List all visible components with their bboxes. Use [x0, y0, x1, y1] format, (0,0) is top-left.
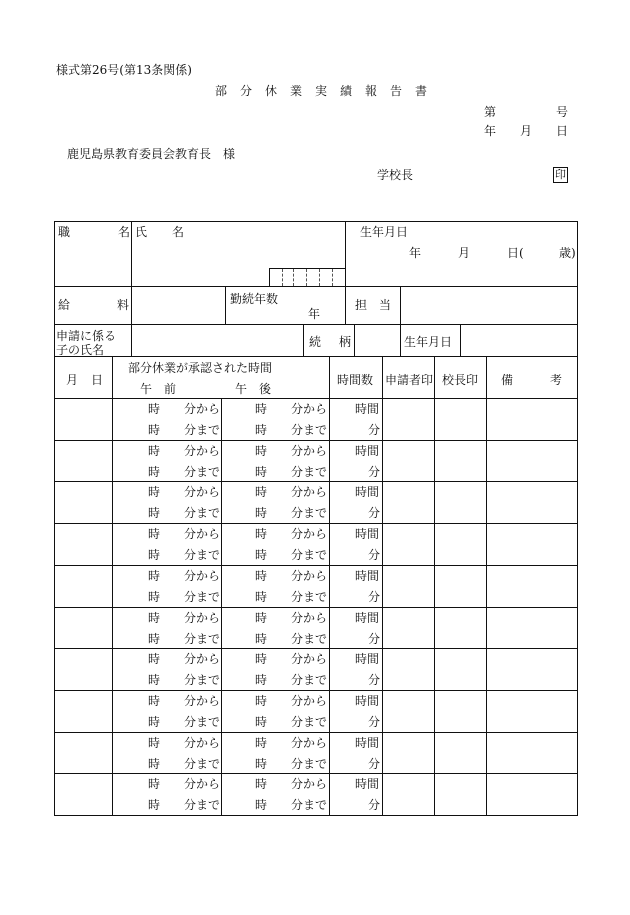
- pm-end-hour: 時: [255, 757, 268, 771]
- label-kyu: 給: [58, 298, 71, 312]
- pm-end-minute: 分まで: [291, 548, 328, 562]
- table-rule: [54, 221, 578, 222]
- table-rule: [54, 565, 578, 566]
- pm-end-hour: 時: [255, 715, 268, 729]
- label-mei: 名: [118, 225, 131, 239]
- pm-start-minute: 分から: [291, 444, 328, 458]
- pm-start-minute: 分から: [291, 611, 328, 625]
- seal-dash-line: [306, 269, 307, 286]
- pm-start-minute: 分から: [291, 485, 328, 499]
- table-rule: [54, 440, 578, 441]
- date-month: 月: [520, 124, 533, 138]
- am-start-hour: 時: [148, 444, 161, 458]
- am-start-minute: 分から: [184, 444, 221, 458]
- hours-value: 時間: [355, 694, 380, 708]
- col-month: 月: [66, 373, 79, 387]
- pm-start-hour: 時: [255, 402, 268, 416]
- table-rule: [434, 356, 435, 816]
- table-rule: [577, 221, 578, 816]
- col-biko-1: 備: [501, 373, 514, 387]
- col-day: 日: [91, 373, 104, 387]
- table-rule: [400, 286, 401, 325]
- seal-dash-line: [293, 269, 294, 286]
- label-tantou-1: 担: [355, 298, 368, 312]
- am-end-hour: 時: [148, 548, 161, 562]
- label-child-birth: 生年月日: [404, 335, 453, 349]
- am-end-hour: 時: [148, 465, 161, 479]
- doc-number-go: 号: [556, 105, 569, 119]
- table-rule: [303, 324, 304, 357]
- title-char: 分: [240, 84, 253, 98]
- table-rule: [54, 607, 578, 608]
- pm-start-minute: 分から: [291, 569, 328, 583]
- pm-end-hour: 時: [255, 423, 268, 437]
- pm-end-minute: 分まで: [291, 590, 328, 604]
- pm-end-minute: 分まで: [291, 506, 328, 520]
- pm-end-minute: 分まで: [291, 632, 328, 646]
- minutes-value: 分: [368, 632, 381, 646]
- label-child-name-1: 申請に係る: [56, 329, 117, 343]
- am-end-hour: 時: [148, 423, 161, 437]
- table-rule: [54, 773, 578, 774]
- am-end-hour: 時: [148, 590, 161, 604]
- pm-start-hour: 時: [255, 777, 268, 791]
- am-end-hour: 時: [148, 757, 161, 771]
- am-start-minute: 分から: [184, 569, 221, 583]
- table-rule: [54, 481, 578, 482]
- pm-start-minute: 分から: [291, 652, 328, 666]
- am-start-hour: 時: [148, 777, 161, 791]
- table-rule: [269, 268, 346, 269]
- hours-value: 時間: [355, 736, 380, 750]
- table-rule: [54, 356, 578, 357]
- label-shi: 氏: [135, 225, 148, 239]
- am-end-minute: 分まで: [184, 632, 221, 646]
- table-rule: [382, 356, 383, 816]
- col-hours: 時間数: [337, 373, 374, 387]
- pm-end-hour: 時: [255, 632, 268, 646]
- am-start-hour: 時: [148, 611, 161, 625]
- pm-start-minute: 分から: [291, 527, 328, 541]
- am-start-minute: 分から: [184, 694, 221, 708]
- school-head-label: 学校長: [377, 168, 414, 182]
- pm-start-hour: 時: [255, 652, 268, 666]
- hours-value: 時間: [355, 485, 380, 499]
- form-id: 様式第26号(第13条関係): [56, 63, 192, 77]
- am-start-minute: 分から: [184, 736, 221, 750]
- recipient: 鹿児島県教育委員会教育長 様: [67, 147, 236, 161]
- title-char: 績: [340, 84, 353, 98]
- birth-year: 年: [409, 246, 422, 260]
- table-rule: [54, 324, 578, 325]
- am-start-minute: 分から: [184, 611, 221, 625]
- seal-dash-line: [319, 269, 320, 286]
- pm-end-hour: 時: [255, 548, 268, 562]
- minutes-value: 分: [368, 423, 381, 437]
- pm-start-hour: 時: [255, 694, 268, 708]
- col-biko-2: 考: [550, 373, 563, 387]
- pm-end-hour: 時: [255, 465, 268, 479]
- am-start-hour: 時: [148, 694, 161, 708]
- table-rule: [269, 268, 270, 287]
- am-start-minute: 分から: [184, 402, 221, 416]
- table-rule: [400, 324, 401, 357]
- hours-value: 時間: [355, 569, 380, 583]
- am-end-minute: 分まで: [184, 590, 221, 604]
- label-tantou-2: 当: [379, 298, 392, 312]
- minutes-value: 分: [368, 715, 381, 729]
- title-char: 業: [290, 84, 303, 98]
- col-approved-time: 部分休業が承認された時間: [128, 361, 273, 375]
- birth-age: 歳): [559, 246, 576, 260]
- pm-start-hour: 時: [255, 611, 268, 625]
- hours-value: 時間: [355, 611, 380, 625]
- pm-end-hour: 時: [255, 590, 268, 604]
- am-start-hour: 時: [148, 652, 161, 666]
- col-applicant-seal: 申請者印: [385, 373, 434, 387]
- title-char: 実: [315, 84, 328, 98]
- title-char: 部: [215, 84, 228, 98]
- am-start-hour: 時: [148, 736, 161, 750]
- birth-day: 日(: [507, 246, 524, 260]
- am-end-hour: 時: [148, 798, 161, 812]
- minutes-value: 分: [368, 673, 381, 687]
- label-birth-date: 生年月日: [360, 225, 409, 239]
- am-end-minute: 分まで: [184, 548, 221, 562]
- am-end-minute: 分まで: [184, 423, 221, 437]
- table-rule: [460, 324, 461, 357]
- label-ryo: 料: [117, 298, 130, 312]
- pm-start-minute: 分から: [291, 777, 328, 791]
- minutes-value: 分: [368, 757, 381, 771]
- pm-start-hour: 時: [255, 444, 268, 458]
- hours-value: 時間: [355, 402, 380, 416]
- am-end-hour: 時: [148, 632, 161, 646]
- am-start-hour: 時: [148, 485, 161, 499]
- table-rule: [54, 398, 578, 399]
- title-char: 書: [415, 84, 428, 98]
- pm-end-hour: 時: [255, 798, 268, 812]
- am-start-minute: 分から: [184, 777, 221, 791]
- pm-start-hour: 時: [255, 569, 268, 583]
- pm-start-hour: 時: [255, 485, 268, 499]
- doc-number-dai: 第: [484, 105, 497, 119]
- table-rule: [486, 356, 487, 816]
- title-char: 報: [365, 84, 378, 98]
- date-day: 日: [556, 124, 569, 138]
- table-rule: [54, 286, 578, 287]
- am-start-minute: 分から: [184, 485, 221, 499]
- am-start-hour: 時: [148, 527, 161, 541]
- table-rule: [345, 286, 346, 325]
- am-end-minute: 分まで: [184, 757, 221, 771]
- date-year: 年: [484, 124, 497, 138]
- seal-mark: 印: [555, 168, 566, 181]
- table-rule: [54, 690, 578, 691]
- minutes-value: 分: [368, 465, 381, 479]
- label-zokugara-1: 続: [309, 335, 322, 349]
- label-zokugara-2: 柄: [339, 335, 352, 349]
- title-char: 告: [390, 84, 403, 98]
- pm-end-minute: 分まで: [291, 465, 328, 479]
- pm-end-hour: 時: [255, 673, 268, 687]
- am-end-minute: 分まで: [184, 715, 221, 729]
- label-mei2: 名: [172, 225, 185, 239]
- am-end-minute: 分まで: [184, 506, 221, 520]
- document-title: [215, 84, 440, 98]
- am-start-hour: 時: [148, 569, 161, 583]
- pm-start-minute: 分から: [291, 402, 328, 416]
- am-start-hour: 時: [148, 402, 161, 416]
- seal-dash-line: [282, 269, 283, 286]
- minutes-value: 分: [368, 506, 381, 520]
- table-rule: [54, 815, 578, 816]
- birth-month: 月: [458, 246, 471, 260]
- table-rule: [54, 221, 55, 816]
- table-rule: [54, 523, 578, 524]
- title-char: 休: [265, 84, 278, 98]
- pm-end-minute: 分まで: [291, 715, 328, 729]
- table-rule: [54, 732, 578, 733]
- label-child-name-2: 子の氏名: [56, 343, 105, 357]
- minutes-value: 分: [368, 590, 381, 604]
- table-rule: [54, 648, 578, 649]
- am-start-minute: 分から: [184, 527, 221, 541]
- minutes-value: 分: [368, 548, 381, 562]
- label-shoku: 職: [58, 225, 71, 239]
- hours-value: 時間: [355, 444, 380, 458]
- hours-value: 時間: [355, 652, 380, 666]
- table-rule: [225, 286, 226, 325]
- seal-dash-line: [332, 269, 333, 286]
- am-end-hour: 時: [148, 673, 161, 687]
- col-gogo: 午 後: [235, 382, 272, 396]
- col-principal-seal: 校長印: [442, 373, 479, 387]
- pm-end-minute: 分まで: [291, 757, 328, 771]
- pm-end-minute: 分まで: [291, 673, 328, 687]
- label-kinzoku: 勤続年数: [230, 292, 279, 306]
- table-rule: [345, 221, 346, 287]
- minutes-value: 分: [368, 798, 381, 812]
- pm-end-hour: 時: [255, 506, 268, 520]
- pm-start-hour: 時: [255, 527, 268, 541]
- table-rule: [131, 221, 132, 357]
- am-end-minute: 分まで: [184, 673, 221, 687]
- am-start-minute: 分から: [184, 652, 221, 666]
- am-end-hour: 時: [148, 715, 161, 729]
- table-rule: [329, 356, 330, 816]
- pm-end-minute: 分まで: [291, 798, 328, 812]
- am-end-minute: 分まで: [184, 798, 221, 812]
- table-rule: [112, 356, 113, 816]
- table-rule: [221, 398, 222, 816]
- am-end-minute: 分まで: [184, 465, 221, 479]
- am-end-hour: 時: [148, 506, 161, 520]
- hours-value: 時間: [355, 527, 380, 541]
- col-gozen: 午 前: [140, 382, 177, 396]
- pm-start-minute: 分から: [291, 736, 328, 750]
- kinzoku-year: 年: [308, 307, 321, 321]
- pm-end-minute: 分まで: [291, 423, 328, 437]
- table-rule: [354, 324, 355, 357]
- pm-start-minute: 分から: [291, 694, 328, 708]
- pm-start-hour: 時: [255, 736, 268, 750]
- hours-value: 時間: [355, 777, 380, 791]
